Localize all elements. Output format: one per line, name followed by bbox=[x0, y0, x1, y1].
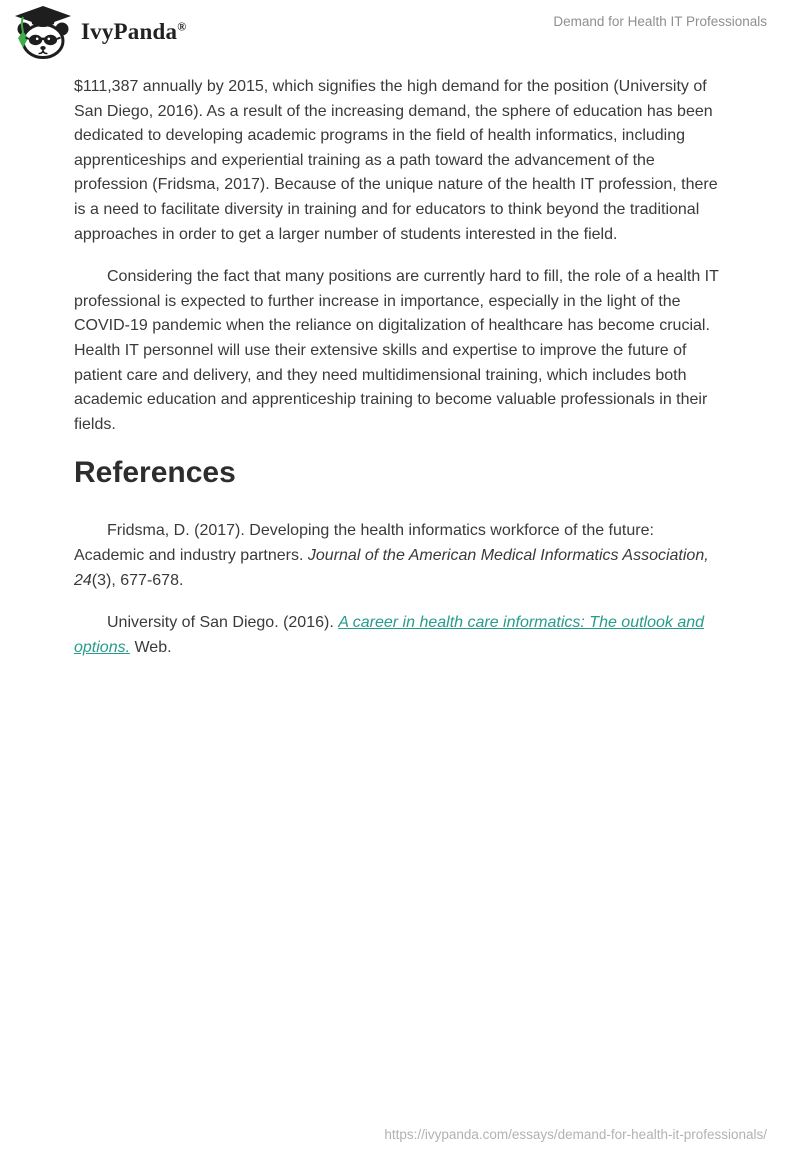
document-title: Demand for Health IT Professionals bbox=[553, 14, 767, 29]
reference-1-journal-title: Journal of the American Medical Informatics Association, 24 bbox=[74, 546, 709, 589]
page-footer bbox=[384, 1126, 767, 1144]
registered-mark: ® bbox=[177, 19, 187, 34]
reference-1-text: Fridsma, D. (2017). Developing the health informatics workforce of the future: Academic and industry partners. bbox=[74, 522, 654, 564]
source-url: https://ivypanda.com/essays/demand-for-health-it-professionals/ bbox=[384, 1127, 767, 1142]
essay-paragraph-2: Considering the fact that many positions are currently hard to fill, the role of a health IT professional is expected to further increase in importance, especially in the light of the COVID-19 pandemic when the reliance on digitalization of healthcare has become crucial. Health IT personnel will use their extensive skills and expertise to improve the future of patient care and delivery, and they need multidimensional training, which includes both academic education and apprenticeship training to become valuable professionals in their fields. bbox=[74, 268, 719, 433]
ivypanda-logo[interactable] bbox=[12, 5, 186, 59]
reference-entry-1 bbox=[74, 519, 726, 593]
essay-paragraph-1: $111,387 annually by 2015, which signifies the high demand for the position (University of San Diego, 2016). As a result of the increasing demand, the sphere of education has been dedicated to developing academic programs in the field of health informatics, including apprenticeships and experiential training as a path toward the advancement of the profession (Fridsma, 2017). Because of the unique nature of the health IT profession, there is a need to facilitate diversity in training and for educators to think beyond the traditional approaches in order to get a larger number of students interested in the field. bbox=[74, 78, 718, 243]
brand-name-text: IvyPanda bbox=[81, 19, 178, 44]
essay-content bbox=[0, 58, 800, 660]
reference-2-suffix: Web. bbox=[130, 638, 172, 656]
references-heading: References bbox=[74, 456, 236, 490]
brand-name bbox=[81, 19, 186, 45]
reference-entry-2 bbox=[74, 611, 726, 660]
reference-2-text: University of San Diego. (2016). bbox=[107, 614, 339, 632]
reference-2-link[interactable]: A career in health care informatics: The outlook and options. bbox=[74, 614, 705, 656]
page-header bbox=[0, 0, 800, 58]
panda-graduate-icon bbox=[12, 5, 74, 59]
reference-1-issue-pages: (3), 677-678. bbox=[91, 571, 184, 589]
